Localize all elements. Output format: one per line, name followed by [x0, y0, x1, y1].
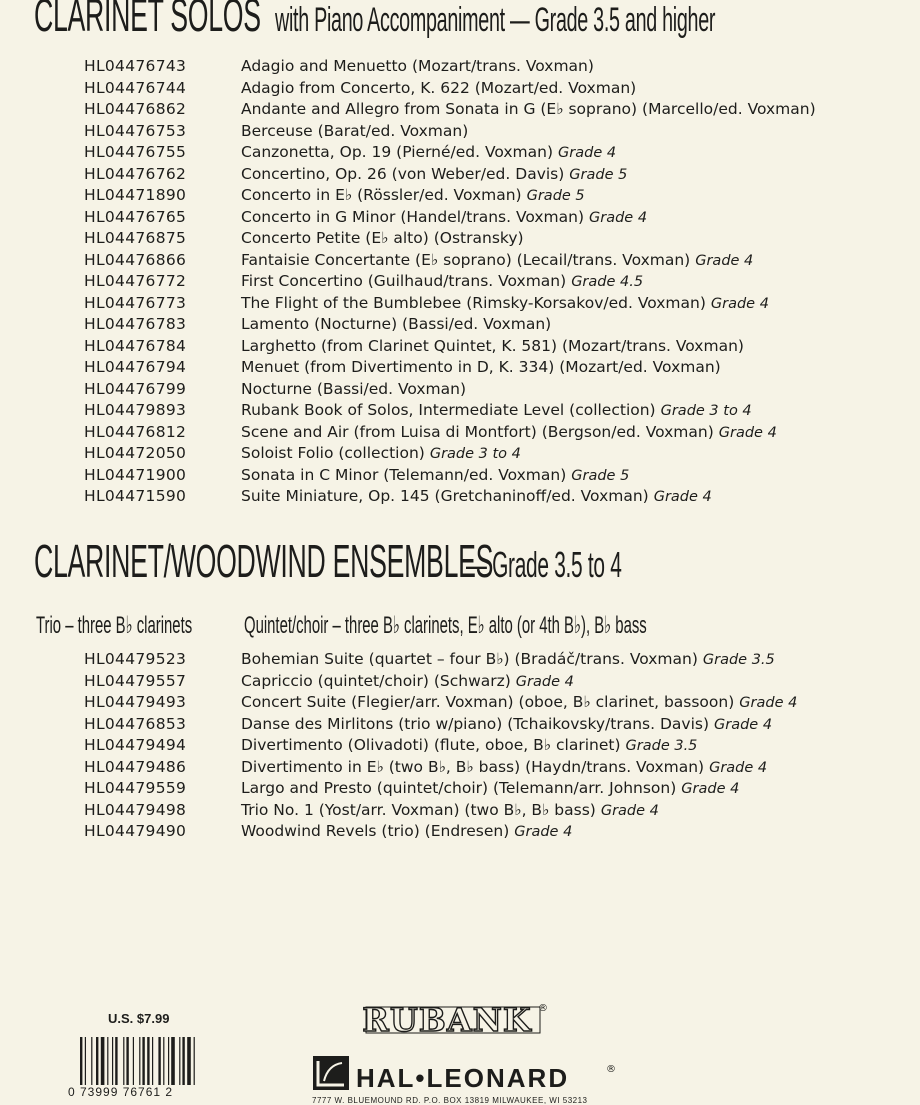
item-grade: Grade 4 [695, 252, 754, 269]
registered-mark: ® [538, 1003, 548, 1014]
item-title [241, 466, 629, 484]
item-title [241, 650, 775, 668]
item-title-text: Divertimento (Olivadoti) (flute, oboe, B♭ clarinet) [241, 736, 621, 754]
item-grade: Grade 3 to 4 [429, 446, 521, 462]
barcode-bar [101, 1037, 105, 1085]
item-title-text: Canzonetta, Op. 19 (Pierné/ed. Voxman) [241, 143, 554, 161]
barcode-digits: 0 73999 76761 2 [68, 1085, 174, 1099]
item-title [241, 358, 726, 376]
barcode-bar [133, 1037, 134, 1085]
barcode-bar [163, 1037, 164, 1085]
item-title [241, 208, 647, 226]
quintet-subhead: Quintet/choir – three B♭ clarinets, E♭ alto (or 4th B♭), B♭ bass [244, 612, 647, 639]
item-code: HL04476762 [84, 164, 187, 183]
barcode-bar [139, 1037, 140, 1085]
item-code: HL04476765 [84, 207, 187, 226]
item-title [241, 122, 473, 140]
item-code: HL04479893 [84, 401, 187, 419]
barcode-bar [85, 1037, 86, 1085]
barcode-bar [168, 1037, 169, 1085]
item-title-text: Rubank Book of Solos, Intermediate Level (collection) [241, 401, 656, 419]
barcode-bar [182, 1037, 184, 1085]
item-title [241, 186, 585, 204]
item-title-text: Danse des Mirlitons (trio w/piano) (Tchaikovsky/trans. Davis) [241, 714, 710, 733]
barcode-bar [179, 1037, 180, 1085]
item-code: HL04471890 [84, 186, 187, 204]
item-title [241, 758, 767, 776]
barcode-bar [158, 1037, 160, 1085]
item-title-text: Berceuse (Barat/ed. Voxman) [241, 121, 469, 140]
item-code: HL04471590 [84, 487, 187, 505]
barcode-bar [115, 1037, 117, 1085]
item-grade: Grade 4 [709, 759, 768, 776]
ensembles-heading-main: CLARINET/WOODWIND ENSEMBLES [34, 535, 494, 587]
item-grade: Grade 5 [526, 188, 585, 204]
barcode-bar [112, 1037, 113, 1085]
item-code: HL04476743 [84, 57, 187, 75]
item-code: HL04476794 [84, 358, 187, 376]
item-title [241, 143, 616, 161]
item-title [241, 165, 627, 183]
solos-heading-main: CLARINET SOLOS [34, 0, 261, 41]
item-title-text: Andante and Allegro from Sonata in G (E♭ soprano) (Marcello/ed. Voxman) [241, 100, 816, 118]
barcode-bar [91, 1037, 92, 1085]
barcode-bar [126, 1037, 128, 1085]
item-code: HL04476755 [84, 143, 187, 161]
barcode-bar [152, 1037, 153, 1085]
item-title [241, 736, 697, 754]
barcode-bar [80, 1037, 82, 1085]
trio-subhead: Trio – three B♭ clarinets [36, 612, 193, 639]
item-title-text: First Concertino (Guilhaud/trans. Voxman) [241, 272, 567, 290]
item-code: HL04471900 [84, 465, 187, 484]
item-title [241, 294, 769, 312]
item-code: HL04476799 [84, 379, 187, 398]
item-title-text: Woodwind Revels (trio) (Endresen) [241, 822, 510, 840]
item-code: HL04476853 [84, 714, 187, 733]
barcode-bar [194, 1037, 195, 1085]
item-code: HL04479557 [84, 671, 187, 690]
item-title-text: Soloist Folio (collection) [241, 444, 425, 462]
item-title-text: Suite Miniature, Op. 145 (Gretchaninoff/ed. Voxman) [241, 487, 649, 505]
rubank-logo: RUBANK [362, 1001, 532, 1039]
item-title [241, 57, 599, 75]
item-grade: Grade 4.5 [571, 274, 644, 290]
item-title-text: Menuet (from Divertimento in D, K. 334) (Mozart/ed. Voxman) [241, 358, 721, 376]
registered-mark-2: ® [606, 1064, 616, 1075]
item-title-text: Adagio from Concerto, K. 622 (Mozart/ed. Voxman) [241, 78, 637, 97]
item-code: HL04476862 [84, 100, 187, 118]
item-title [241, 822, 572, 840]
item-code: HL04479498 [84, 800, 187, 819]
item-title-text: Concerto in E♭ (Rössler/ed. Voxman) [241, 186, 522, 204]
item-code: HL04476744 [84, 78, 187, 97]
item-grade: Grade 4 [714, 716, 773, 733]
item-title-text: Bohemian Suite (quartet – four B♭) (Bradáč/trans. Voxman) [241, 650, 698, 668]
item-title-text: Concertino, Op. 26 (von Weber/ed. Davis) [241, 164, 565, 183]
item-title [241, 229, 529, 247]
item-title-text: Sonata in C Minor (Telemann/ed. Voxman) [241, 465, 567, 484]
barcode-bar [187, 1037, 191, 1085]
item-title-text: Fantaisie Concertante (E♭ soprano) (Lecail/trans. Voxman) [241, 250, 691, 269]
item-code: HL04472050 [84, 444, 187, 462]
item-grade: Grade 4 [515, 673, 574, 690]
item-title-text: Largo and Presto (quintet/choir) (Telemann/arr. Johnson) [241, 779, 677, 797]
item-title [241, 79, 641, 97]
item-grade: Grade 4 [589, 209, 648, 226]
item-title-text: The Flight of the Bumblebee (Rimsky-Korsakov/ed. Voxman) [241, 293, 706, 312]
item-title [241, 672, 574, 690]
item-code: HL04476753 [84, 121, 187, 140]
item-code: HL04476773 [84, 293, 187, 312]
solos-heading [34, 0, 920, 42]
item-title-text: Concerto in G Minor (Handel/trans. Voxman) [241, 207, 585, 226]
barcode-bar [147, 1037, 149, 1085]
item-title-text: Divertimento in E♭ (two B♭, B♭ bass) (Haydn/trans. Voxman) [241, 757, 705, 776]
item-title-text: Capriccio (quintet/choir) (Schwarz) [241, 671, 511, 690]
item-title [241, 444, 521, 462]
item-code: HL04479486 [84, 757, 187, 776]
barcode-bar [107, 1037, 108, 1085]
item-grade: Grade 4 [739, 695, 798, 711]
item-grade: Grade 5 [569, 166, 628, 183]
hal-leonard-logo: HAL•LEONARD [356, 1063, 570, 1093]
item-title [241, 715, 772, 733]
barcode-bar [171, 1037, 175, 1085]
item-title [241, 100, 821, 118]
item-title [241, 272, 643, 290]
item-grade: Grade 3.5 [625, 738, 698, 754]
item-code: HL04479494 [84, 736, 187, 754]
item-title [241, 315, 556, 333]
item-title [241, 801, 659, 819]
item-title-text: Lamento (Nocturne) (Bassi/ed. Voxman) [241, 315, 552, 333]
item-code: HL04479493 [84, 693, 187, 711]
item-grade: Grade 5 [571, 467, 630, 484]
item-code: HL04476772 [84, 272, 187, 290]
item-grade: Grade 3.5 [702, 652, 775, 668]
item-title-text: Concerto Petite (E♭ alto) (Ostransky) [241, 229, 524, 247]
item-title-text: Nocturne (Bassi/ed. Voxman) [241, 379, 467, 398]
item-grade: Grade 4 [600, 802, 659, 819]
barcode-bar [123, 1037, 124, 1085]
item-grade: Grade 4 [718, 424, 777, 441]
item-grade: Grade 3 to 4 [660, 403, 752, 419]
ensembles-heading-subtitle: — Grade 3.5 to 4 [465, 544, 622, 585]
item-title-text: Concert Suite (Flegier/arr. Voxman) (oboe, B♭ clarinet, bassoon) [241, 693, 735, 711]
item-grade: Grade 4 [558, 145, 617, 161]
item-code: HL04476875 [84, 229, 187, 247]
item-grade: Grade 4 [514, 824, 573, 840]
barcode-bar [142, 1037, 144, 1085]
price-label: U.S. $7.99 [108, 1011, 170, 1026]
item-title [241, 380, 471, 398]
item-title [241, 487, 712, 505]
publisher-address: 7777 W. BLUEMOUND RD. P.O. BOX 13819 MILWAUKEE, WI 53213 [312, 1096, 588, 1105]
item-grade: Grade 4 [653, 489, 712, 505]
item-code: HL04476784 [84, 336, 187, 355]
ensembles-heading [34, 534, 734, 588]
item-title [241, 423, 777, 441]
item-title-text: Larghetto (from Clarinet Quintet, K. 581) (Mozart/trans. Voxman) [241, 336, 744, 355]
item-code: HL04476866 [84, 250, 187, 269]
barcode-bar [96, 1037, 98, 1085]
item-code: HL04479559 [84, 779, 187, 797]
item-title [241, 401, 752, 419]
item-grade: Grade 4 [710, 295, 769, 312]
barcode-graphic [78, 1037, 238, 1085]
item-code: HL04479523 [84, 650, 187, 668]
item-code: HL04476812 [84, 422, 187, 441]
item-code: HL04479490 [84, 822, 187, 840]
item-title-text: Scene and Air (from Luisa di Montfort) (Bergson/ed. Voxman) [241, 422, 714, 441]
item-grade: Grade 4 [681, 781, 740, 797]
solos-heading-subtitle: with Piano Accompaniment — Grade 3.5 and higher [274, 1, 716, 39]
item-title [241, 693, 797, 711]
item-title [241, 779, 739, 797]
item-title [241, 337, 749, 355]
item-title-text: Adagio and Menuetto (Mozart/trans. Voxman) [241, 57, 594, 75]
item-code: HL04476783 [84, 315, 187, 333]
item-title [241, 251, 753, 269]
item-title-text: Trio No. 1 (Yost/arr. Voxman) (two B♭, B♭ bass) [241, 800, 596, 819]
hal-leonard-logo-icon [312, 1055, 350, 1091]
